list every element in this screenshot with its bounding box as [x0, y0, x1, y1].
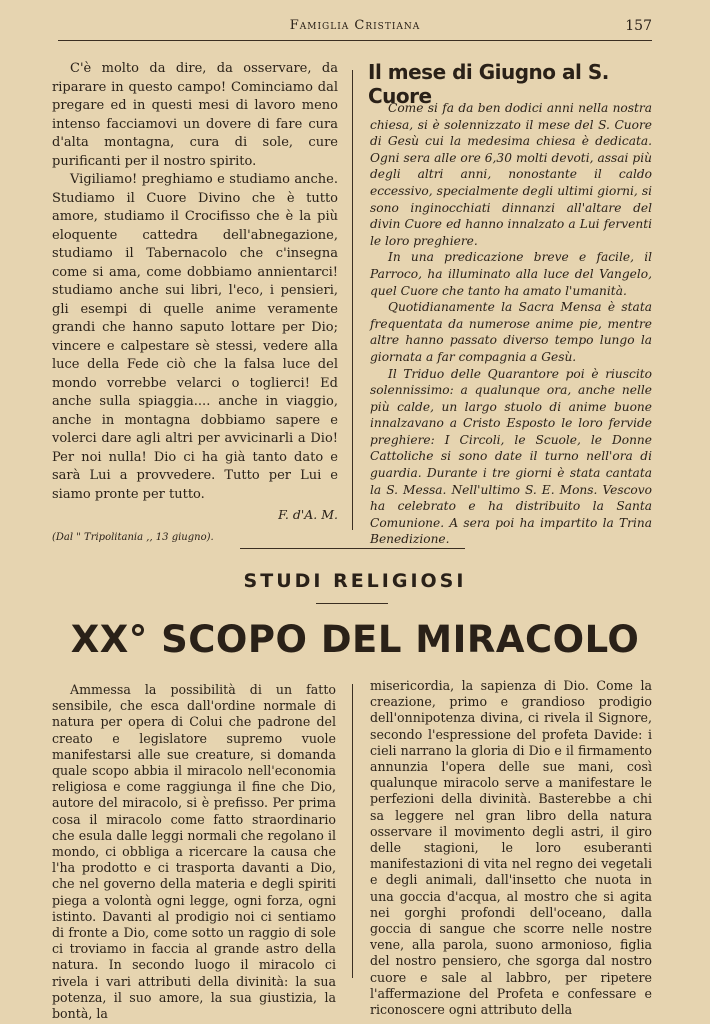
journal-title: Famiglia Cristiana — [289, 18, 421, 33]
right-article-title: Il mese di Giugno al S. Cuore — [368, 60, 609, 108]
running-head — [58, 18, 652, 41]
signature: F. d'A. M. — [278, 507, 338, 522]
section-heading: STUDI RELIGIOSI — [243, 570, 467, 592]
miracle-paragraph: Ammessa la possibilità di un fatto sensibile, che esca dall'ordine normale di natura per opera di Colui che padrone del creato e legislatore supremo vuole manifestarsi alle sue creature, si domanda quale scopo abbia il miracolo nell'economia religiosa e come raggiunga il fine che Dio, autore del miracolo, si è prefisso. Per prima cosa il miracolo come fatto straordinario che esula dalle leggi normali che regolano il mondo, ci obbliga a ricercare la causa che l'ha prodotto e ci trasporta davanti a Dio, che nel governo della materia e degli spiriti piega a volontà ogni legge, ogni forza, ogni istinto. Davanti al prodigio noi ci sentiamo di fronte a Dio, come sotto un raggio di sole ci troviamo in faccia al grande astro della natura. In secondo luogo il miracolo ci rivela i vari attributi della divinità: la sua potenza, il suo amore, la sua giustizia, la bontà, la — [52, 682, 336, 1022]
page-number: 157 — [625, 18, 652, 34]
source-note: (Dal " Tripolitania ,, 13 giugno). — [52, 531, 214, 543]
right-article-paragraph: Come si fa da ben dodici anni nella nostra chiesa, si è solennizzato il mese del S. Cuore di Gesù cui la medesima chiesa è dedicata. Ogni sera alle ore 6,30 molti devoti, assai più degli altri anni, nonostante il caldo eccessivo, specialmente degli ultimi giorni, si sono inginocchiati dinnanzi all'altare del divin Cuore ed hanno innalzato a Lui ferventi le loro preghiere. — [370, 101, 652, 248]
right-article — [370, 100, 652, 548]
right-article-paragraph: In una predicazione breve e facile, il Parroco, ha illuminato alla luce del Vangelo, quel Cuore che tanto ha amato l'umanità. — [370, 250, 652, 298]
column-divider — [352, 70, 353, 530]
miracle-article-left-column — [52, 682, 336, 1022]
column-divider — [352, 684, 353, 978]
miracle-paragraph: misericordia, la sapienza di Dio. Come la creazione, primo e grandioso prodigio dell'onnipotenza divina, ci rivela il Signore, secondo l'espressione del profeta Davide: i cieli narrano la gloria di Dio e il firmamento annunzia l'opera delle sue mani, così qualunque miracolo serve a manifestare le perfezioni della divinità. Basterebbe a chi sa leggere nel gran libro della natura osservare il movimento degli astri, il giro delle stagioni, le loro esuberanti manifestazioni di vita nel regno dei vegetali e degli animali, dall'insetto che nuota in una goccia d'acqua, al mostro che si agita nei gorghi profondi dell'oceano, dalla goccia di sangue che scorre nelle nostre vene, alla parola, suono armonioso, figlia del nostro pensiero, che sgorga dal nostro cuore e sale al labbro, per ripetere l'affermazione del Profeta e confessare e riconoscere ogni attributo della — [370, 678, 652, 1018]
right-article-paragraph: Quotidianamente la Sacra Mensa è stata frequentata da numerose anime pie, mentre altre hanno passato diverso tempo lungo la giornata a far compagnia a Gesù. — [370, 300, 652, 364]
right-article-paragraph: Il Triduo delle Quarantore poi è riuscito solennissimo: a qualunque ora, anche nelle più calde, un largo stuolo di anime buone innalzavano a Cristo Esposto le loro fervide preghiere: I Circoli, le Scuole, le Donne Cattoliche si sono date il turno nell'ora di guardia. Durante i tre giorni è stata cantata la S. Messa. Nell'ultimo S. E. Mons. Vescovo ha celebrato e ha distribuito la Santa Comunione. A sera poi ha impartito la Trina Benedizione. — [370, 366, 652, 547]
left-article-paragraph: C'è molto da dire, da osservare, da riparare in questo campo! Cominciamo dal pregare ed in questi mesi di lavoro meno intenso facciamovi un dovere di fare cura d'alta montagna, cura di sole, cure purificanti per il nostro spirito. — [52, 61, 338, 169]
left-article — [52, 60, 338, 547]
section-rule-top — [240, 548, 465, 549]
section-rule-bottom — [316, 603, 388, 604]
left-article-paragraph: Vigiliamo! preghiamo e studiamo anche. Studiamo il Cuore Divino che è tutto amore, studiamo il Crocifisso che è la più eloquente cattedra dell'abnegazione, studiamo il Tabernacolo che c'insegna come si ama, come dobbiamo annientarci! studiamo anche sui libri, l'eco, i pensieri, gli esempi di quelle anime veramente grandi che hanno saputo lottare per Dio; vincere e calpestare sè stessi, vedere alla luce della Fede ciò che la falsa luce del mondo vorrebbe velarci o toglierci! Ed anche sulla spiaggia.... anche in viaggio, anche in montagna dobbiamo sapere e volerci dare agli altri per avvicinarli a Dio! Per noi nulla! Dio ci ha già tanto dato e sarà Lui a provvedere. Tutto per Lui e siamo pronte per tutto. — [52, 172, 338, 502]
article-main-title: XX° SCOPO DEL MIRACOLO — [70, 618, 640, 661]
miracle-article-right-column — [370, 678, 652, 1018]
